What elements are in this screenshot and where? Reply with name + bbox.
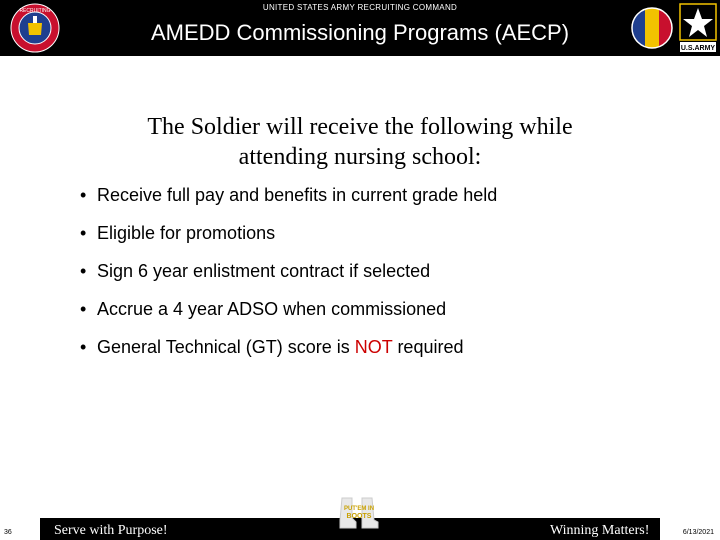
bullet-text: Accrue a 4 year ADSO when commissioned (97, 299, 447, 319)
motto-left: Serve with Purpose! (54, 523, 168, 538)
page-number: 36 (4, 529, 12, 536)
bullet-item (80, 256, 497, 294)
army-logo-text: U.S.ARMY (680, 45, 716, 52)
bullet-item (80, 180, 497, 218)
heading-line-1: The Soldier will receive the following while (147, 114, 573, 140)
bullet-dot-icon: • (80, 299, 87, 319)
organization-name: UNITED STATES ARMY RECRUITING COMMAND (262, 3, 458, 12)
heading-line-2: attending nursing school: (238, 144, 482, 170)
bullet-text: Receive full pay and benefits in current grade held (97, 185, 498, 205)
bullet-text-after: required (392, 337, 464, 357)
bullet-dot-icon: • (80, 185, 87, 205)
bullet-text: Eligible for promotions (97, 223, 276, 243)
boots-logo-text-1: PUT'EM IN (343, 506, 375, 512)
amedd-regimental-logo (630, 6, 674, 50)
motto-right: Winning Matters! (550, 523, 650, 538)
boots-logo (336, 496, 382, 530)
bullet-dot-icon: • (80, 261, 87, 281)
bullet-list (80, 180, 497, 370)
slide-title: AMEDD Commissioning Programs (AECP) (150, 20, 570, 45)
bullet-item (80, 332, 497, 370)
bullet-item (80, 218, 497, 256)
slide-date: 6/13/2021 (682, 529, 714, 536)
bullet-dot-icon: • (80, 223, 87, 243)
bullet-text-before: General Technical (GT) score is (97, 337, 355, 357)
bullet-item (80, 294, 497, 332)
content-heading (60, 112, 660, 172)
header-bar (0, 0, 720, 56)
recruiting-logo-text: RECRUITING (19, 8, 51, 14)
us-army-star-logo (678, 2, 718, 54)
emphasis-not: NOT (354, 337, 393, 357)
bullet-dot-icon: • (80, 337, 87, 357)
bullet-text: Sign 6 year enlistment contract if selected (97, 261, 431, 281)
boots-logo-text-2: BOOTS (346, 513, 372, 520)
